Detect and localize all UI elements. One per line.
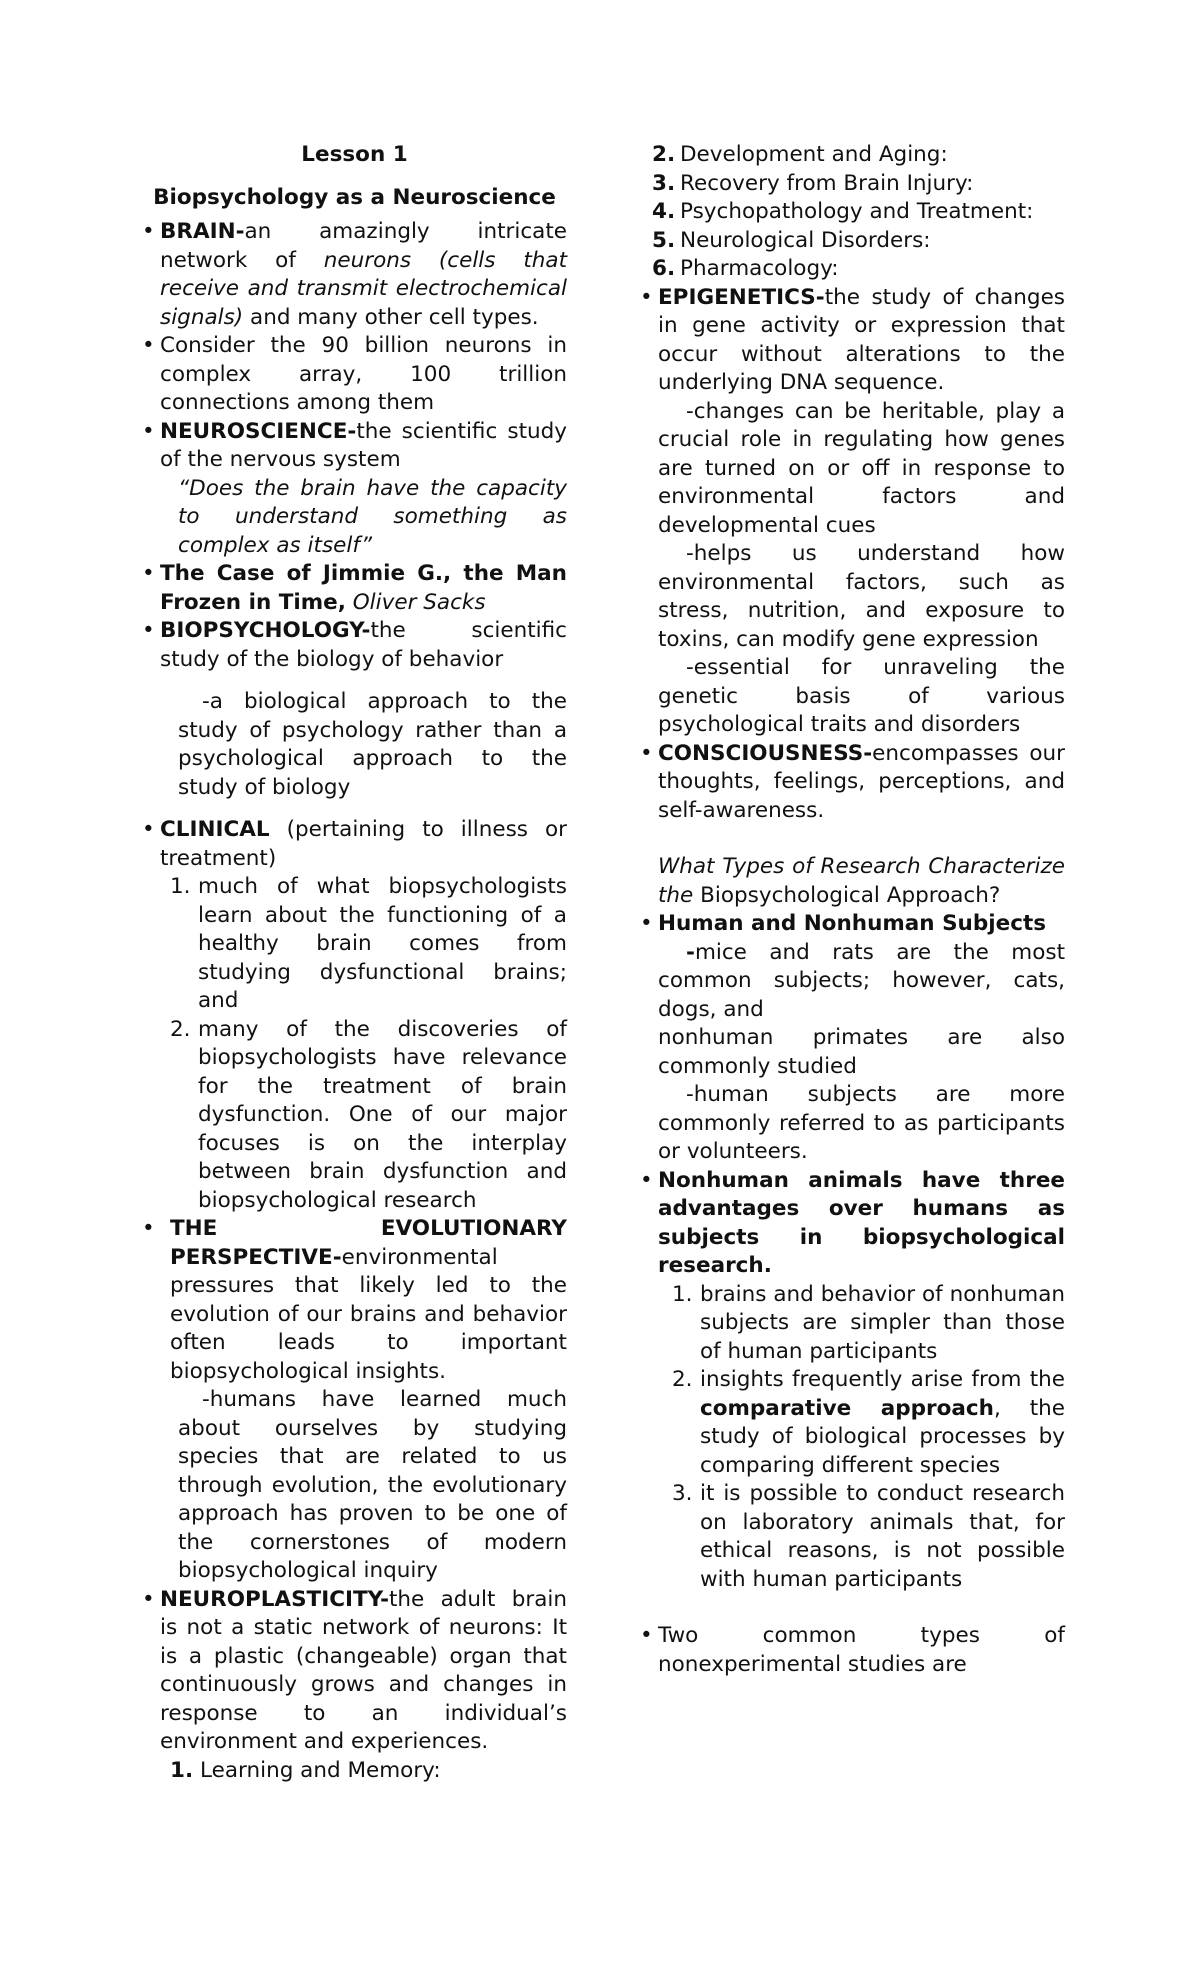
term-perspective: PERSPECTIVE- (170, 1244, 342, 1270)
epigenetics-note-1: -changes can be heritable, play a crucial role in regulating how genes are turned on or off in response to environmental factors and developmental cues (658, 398, 1065, 538)
jimmie-author: Oliver Sacks (345, 589, 486, 615)
subjects-note-2: -human subjects are more commonly referred to as participants or volunteers. (658, 1082, 1065, 1164)
item-number: 2. (170, 1016, 191, 1042)
plasticity-item-6 (640, 255, 1065, 284)
plasticity-item-3 (640, 170, 1065, 199)
comparative-approach: comparative approach (700, 1395, 994, 1421)
clinical-def: (pertaining to illness or treatment) (160, 817, 567, 871)
bullet-nonexperimental: • Two common types of nonexperimental studies are (640, 1622, 1065, 1679)
clinical-item-text: much of what biopsychologists learn about the functioning of a healthy brain comes from studying dysfunctional brains; and (198, 874, 567, 1013)
advantage-item-text: it is possible to conduct research on laboratory animals that, for ethical reasons, is not possible with human participants (700, 1481, 1065, 1592)
bullet-jimmie (142, 560, 567, 617)
consciousness-def: encompasses our thoughts, feelings, perceptions, and self-awareness. (658, 740, 1065, 823)
clinical-item-2 (142, 1016, 567, 1216)
biopsychology-def: the scientific study of the biology of behavior (160, 618, 567, 672)
evolutionary-def: environmental pressures that likely led to the evolution of our brains and behavior often leads to important biopsychological insights. (170, 1244, 567, 1384)
neuroplasticity-def: the adult brain is not a static network of neurons: It is a plastic (changeable) organ that continuously grows and changes in response to an individual’s environment and experiences. (160, 1586, 567, 1754)
item-number: 6. (652, 256, 676, 281)
plasticity-item-text: Neurological Disorders: (680, 227, 931, 253)
bullet-consciousness (640, 740, 1065, 826)
clinical-item-text: many of the discoveries of biopsychologists have relevance for the treatment of brain dysfunction. One of our major focuses is on the interplay between brain dysfunction and biopsychological research (198, 1016, 567, 1213)
plasticity-item-2 (640, 141, 1065, 170)
item-number: 1. (672, 1281, 693, 1307)
item-number: 2. (652, 142, 676, 167)
quote (142, 475, 567, 561)
plasticity-item-text: Learning and Memory: (200, 1757, 441, 1783)
subjects-note-1 (640, 939, 1065, 1025)
term-neuroscience: NEUROSCIENCE- (160, 418, 357, 444)
bullet-consider: • Consider the 90 billion neurons in complex array, 100 trillion connections among them (142, 332, 567, 418)
epigenetics-note-3: -essential for unraveling the genetic basis of various psychological traits and disorders (658, 655, 1065, 737)
bullet-brain (142, 218, 567, 332)
epigenetics-note-2: -helps us understand how environmental factors, such as stress, nutrition, and exposure to toxins, can modify gene expression (658, 541, 1065, 652)
advantage-item-2 (640, 1366, 1065, 1480)
term-brain: BRAIN- (160, 219, 245, 244)
term-the: THE (170, 1216, 218, 1241)
brain-def: an amazingly intricate network of (160, 219, 567, 273)
bullet-evolutionary (142, 1215, 567, 1386)
page-title: Biopsychology as a Neuroscience (153, 184, 556, 210)
plasticity-item-text: Pharmacology: (680, 256, 839, 281)
advantage-item-text: brains and behavior of nonhuman subjects are simpler than those of human participants (700, 1281, 1065, 1364)
bullet-neuroplasticity (142, 1586, 567, 1757)
plasticity-item-1 (142, 1757, 567, 1786)
advantage-item-1 (640, 1281, 1065, 1367)
brain-def-italic: neurons (cells that receive and transmit electrochemical signals) (160, 247, 567, 330)
item-number: 4. (652, 199, 676, 224)
advantages-heading: Nonhuman animals have three advantages over humans as subjects in biopsychological research. (658, 1167, 1065, 1278)
plasticity-item-5 (640, 227, 1065, 256)
term-clinical: CLINICAL (160, 817, 270, 842)
bullet-subjects (640, 910, 1065, 939)
jimmie-title: The Case of Jimmie G., the Man Frozen in Time, (160, 561, 567, 615)
subjects-dash: - (686, 939, 695, 965)
bullet-neuroscience (142, 418, 567, 475)
right-column (640, 141, 1065, 1679)
evo-term-line (170, 1215, 567, 1244)
biopsychology-note: -a biological approach to the study of psychology rather than a psychological approach to the study of biology (178, 689, 567, 800)
term-consciousness: CONSCIOUSNESS- (658, 740, 873, 766)
subjects-heading: Human and Nonhuman Subjects (658, 911, 1047, 936)
term-biopsychology: BIOPSYCHOLOGY- (160, 618, 371, 643)
bullet-epigenetics (640, 284, 1065, 398)
item-number: 2. (672, 1367, 693, 1392)
plasticity-item-4 (640, 198, 1065, 227)
item-number: 1. (170, 1757, 194, 1783)
quote-text: “Does the brain have the capacity to understand something as complex as itself” (178, 475, 567, 558)
epigenetics-def: the study of changes in gene activity or expression that occur without alterations to the underlying DNA sequence. (658, 284, 1065, 395)
advantage-item-3 (640, 1480, 1065, 1594)
subjects-note-1b: nonhuman primates are also commonly studied (658, 1025, 1065, 1079)
term-evolutionary: EVOLUTIONARY (380, 1216, 567, 1241)
item-number: 1. (170, 874, 191, 899)
plasticity-item-text: Psychopathology and Treatment: (680, 199, 1034, 224)
item-number: 3. (672, 1481, 693, 1506)
term-neuroplasticity: NEUROPLASTICITY- (160, 1586, 389, 1612)
plasticity-item-text: Development and Aging: (680, 142, 948, 167)
subjects-note-1-text: mice and rats are the most common subjects; however, cats, dogs, and (658, 939, 1065, 1022)
research-question-rest: Biopsychological Approach? (693, 882, 1001, 908)
bullet-biopsychology (142, 617, 567, 674)
term-epigenetics: EPIGENETICS- (658, 284, 825, 310)
advantage-item-text: insights frequently arise from the (700, 1367, 1065, 1392)
advantage-item-text-end: , the study of biological processes by comparing different species (700, 1395, 1065, 1478)
evolutionary-note: -humans have learned much about ourselves by studying species that are related to us through evolution, the evolutionary approach has proven to be one of the cornerstones of modern biopsychological inquiry (178, 1387, 567, 1583)
brain-def-end: and many other cell types. (243, 304, 539, 330)
item-number: 5. (652, 227, 676, 253)
bullet-advantages (640, 1167, 1065, 1281)
left-column (142, 141, 567, 1785)
research-question (640, 853, 1065, 910)
neuroscience-def: the scientific study of the nervous system (160, 418, 567, 472)
item-number: 3. (652, 170, 676, 196)
lesson-label: Lesson 1 (301, 142, 408, 167)
bullet-clinical (142, 816, 567, 873)
research-question-italic: What Types of Research Characterize the (658, 854, 1065, 908)
plasticity-item-text: Recovery from Brain Injury: (680, 170, 974, 196)
clinical-item-1 (142, 873, 567, 1016)
